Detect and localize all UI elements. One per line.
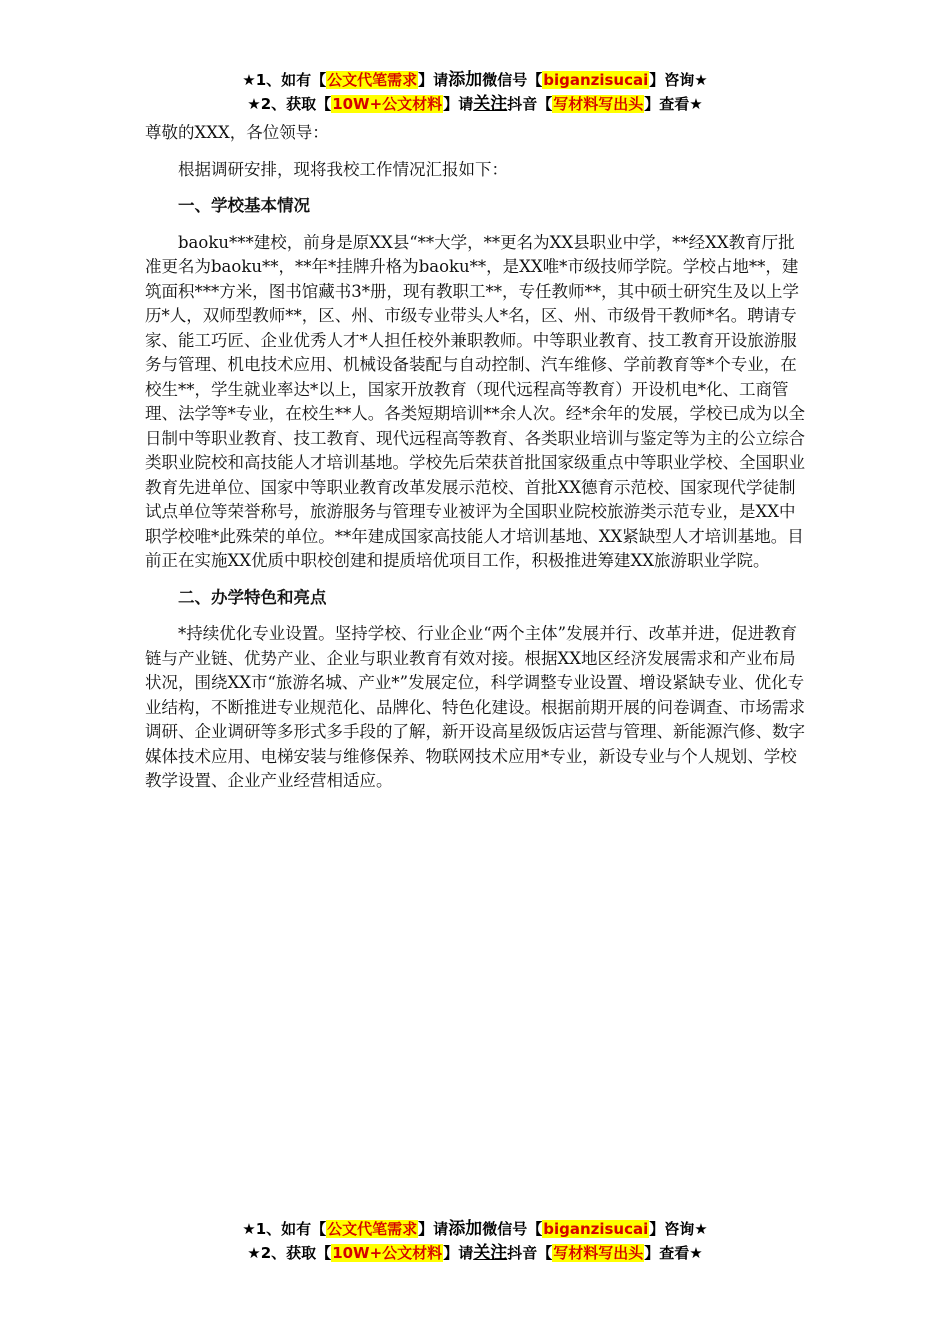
document-body [145, 121, 810, 806]
banner-text: 】请 [443, 95, 474, 113]
section-2-paragraph: *持续优化专业设置。坚持学校、行业企业“两个主体”发展并行、改革并进，促进教育链与产业链、优势产业、企业与职业教育有效对接。根据XX地区经济发展需求和产业布局状况，围绕XX市“旅游名城、产业*”发展定位，科学调整专业设置、增设紧缺专业、优化专业结构，不断推进专业规范化、品牌化、特色化建设。根据前期开展的问卷调查、市场需求调研、企业调研等多形式多手段的了解，新开设高星级饭店运营与管理、新能源汽修、数字媒体技术应用、电梯安装与维修保养、物联网技术应用*专业，新设专业与个人规划、学校教学设置、企业产业经营相适应。 [145, 624, 805, 790]
header-banner [0, 68, 950, 116]
intro-paragraph: 根据调研安排，现将我校工作情况汇报如下： [178, 159, 508, 179]
banner-highlight: 10W+公文材料 [332, 95, 443, 113]
banner-text: ★1、如有【 [242, 71, 327, 89]
banner-text: ★2、获取【 [247, 1244, 332, 1262]
banner-emphasis: 添加 [448, 70, 483, 90]
banner-text: 】请 [418, 71, 449, 89]
banner-emphasis: 关注 [473, 94, 508, 114]
banner-text: 抖音【 [507, 95, 553, 113]
banner-text: 】请 [418, 1220, 449, 1238]
banner-text: 】请 [443, 1244, 474, 1262]
banner-highlight: biganzisucai [543, 71, 649, 89]
banner-line-1 [0, 1217, 950, 1241]
banner-highlight: biganzisucai [543, 1220, 649, 1238]
section-1-paragraph: baoku***建校，前身是原XX县“**大学，**更名为XX县职业中学，**经XX教育厅批准更名为baoku**，**年*挂牌升格为baoku**，是XX唯*市级技师学院。学校占地**，建筑面积***方米，图书馆藏书3*册，现有教职工**，专任教师**，其中硕士研究生及以上学历*人，双师型教师**，区、州、市级专业带头人*名，区、州、市级骨干教师*名。聘请专家、能工巧匠、企业优秀人才*人担任校外兼职教师。中等职业教育、技工教育开设旅游服务与管理、机电技术应用、机械设备装配与自动控制、汽车维修、学前教育等*个专业，在校生**，学生就业率达*以上，国家开放教育（现代远程高等教育）开设机电*化、工商管理、法学等*专业，在校生**人。各类短期培训**余人次。经*余年的发展，学校已成为以全日制中等职业教育、技工教育、现代远程高等教育、各类职业培训与鉴定等为主的公立综合类职业院校和高技能人才培训基地。学校先后荣获首批国家级重点中等职业学校、全国职业教育先进单位、国家中等职业教育改革发展示范校、首批XX德育示范校、国家现代学徒制试点单位等荣誉称号，旅游服务与管理专业被评为全国职业院校旅游类示范专业，是XX中职学校唯*此殊荣的单位。**年建成国家高技能人才培训基地、XX紧缺型人才培训基地。目前正在实施XX优质中职校创建和提质培优项目工作，积极推进筹建XX旅游职业学院。 [145, 232, 805, 570]
banner-highlight: 公文代笔需求 [327, 71, 418, 89]
banner-text: 】查看★ [644, 95, 703, 113]
banner-text: 抖音【 [507, 1244, 553, 1262]
banner-line-2 [0, 1241, 950, 1265]
banner-text: 】咨询★ [649, 1220, 708, 1238]
banner-text: 微信号【 [482, 71, 543, 89]
banner-line-1 [0, 68, 950, 92]
banner-text: 】查看★ [644, 1244, 703, 1262]
banner-text: 】咨询★ [649, 71, 708, 89]
footer-banner [0, 1217, 950, 1265]
banner-highlight: 公文代笔需求 [327, 1220, 418, 1238]
salutation: 尊敬的XXX，各位领导： [145, 123, 329, 142]
banner-highlight: 写材料写出头 [553, 95, 644, 113]
banner-text: 微信号【 [482, 1220, 543, 1238]
banner-highlight: 写材料写出头 [553, 1244, 644, 1262]
banner-emphasis: 添加 [448, 1219, 483, 1239]
section-2-heading: 二、办学特色和亮点 [178, 587, 327, 607]
banner-text: ★1、如有【 [242, 1220, 327, 1238]
banner-highlight: 10W+公文材料 [332, 1244, 443, 1262]
banner-text: ★2、获取【 [247, 95, 332, 113]
banner-emphasis: 关注 [473, 1243, 508, 1263]
section-1-heading: 一、学校基本情况 [178, 196, 310, 215]
banner-line-2 [0, 92, 950, 116]
